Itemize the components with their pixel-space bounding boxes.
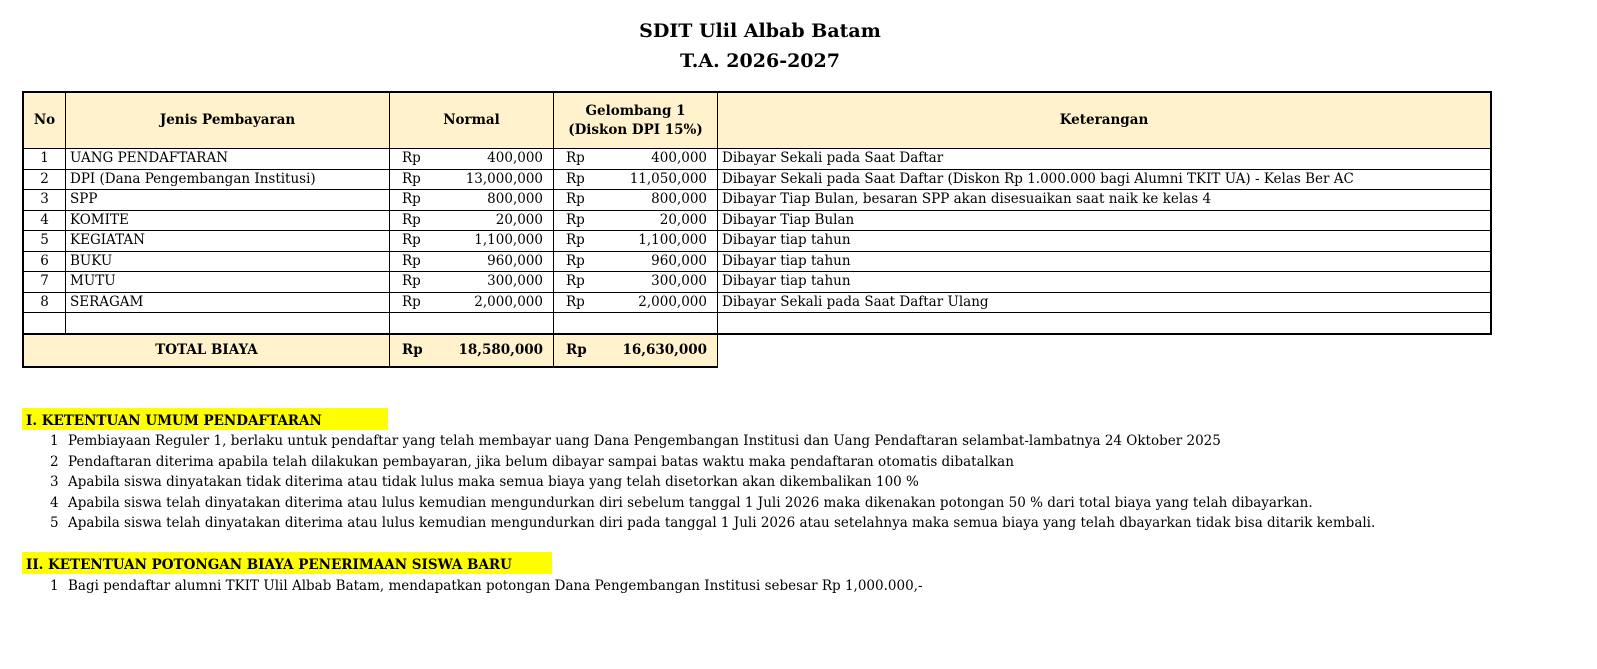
currency-label: Rp: [566, 252, 585, 269]
rule-text: Apabila siswa telah dinyatakan diterima atau lulus kemudian mengundurkan diri pada tanggal 1 Juli 2026 atau setelahnya maka semua biaya yang telah dbayarkan tidak bisa ditarik kembali.: [68, 515, 1376, 531]
row-jenis: KOMITE: [66, 210, 390, 231]
row-keterangan: Dibayar tiap tahun: [718, 231, 1492, 252]
total-row: [23, 334, 1491, 367]
row-gelombang: [554, 272, 718, 293]
fee-table-header: [23, 92, 1491, 149]
row-keterangan: Dibayar Tiap Bulan, besaran SPP akan disesuaikan saat naik ke kelas 4: [718, 190, 1492, 211]
fee-row: [23, 149, 1491, 170]
currency-label: Rp: [402, 293, 421, 310]
rule-item: [50, 576, 923, 597]
currency-label: Rp: [402, 341, 423, 358]
fee-row: [23, 251, 1491, 272]
row-normal: [390, 251, 554, 272]
row-no: 8: [23, 292, 66, 313]
school-title: SDIT Ulil Albab Batam: [639, 20, 881, 42]
row-keterangan: Dibayar tiap tahun: [718, 251, 1492, 272]
currency-label: Rp: [402, 232, 421, 249]
amount: 2,000,000: [638, 293, 707, 310]
row-gelombang: [554, 190, 718, 211]
row-normal: [390, 149, 554, 170]
currency-label: Rp: [402, 252, 421, 269]
rule-text: Bagi pendaftar alumni TKIT Ulil Albab Batam, mendapatkan potongan Dana Pengembangan Institusi sebesar Rp 1,000.000,-: [68, 578, 923, 594]
amount: 1,100,000: [638, 232, 707, 249]
currency-label: Rp: [402, 191, 421, 208]
currency-label: Rp: [566, 150, 585, 167]
section-general-rules-title: I. KETENTUAN UMUM PENDAFTARAN: [22, 408, 388, 430]
currency-label: Rp: [402, 211, 421, 228]
row-jenis: KEGIATAN: [66, 231, 390, 252]
empty-cell: [66, 313, 390, 334]
fee-row: [23, 169, 1491, 190]
row-normal: [390, 190, 554, 211]
rule-number: 2: [50, 453, 59, 470]
rule-text: Pendaftaran diterima apabila telah dilakukan pembayaran, jika belum dibayar sampai batas waktu maka pendaftaran otomatis dibatalkan: [68, 453, 1014, 470]
row-no: 5: [23, 231, 66, 252]
row-keterangan: Dibayar Tiap Bulan: [718, 210, 1492, 231]
row-jenis: SERAGAM: [66, 292, 390, 313]
amount: 400,000: [651, 150, 707, 167]
empty-row: [23, 313, 1491, 334]
rule-item: [50, 431, 1375, 452]
row-no: 1: [23, 149, 66, 170]
empty-cell: [554, 313, 718, 334]
row-normal: [390, 292, 554, 313]
amount: 300,000: [651, 273, 707, 290]
row-gelombang: [554, 292, 718, 313]
total-label: TOTAL BIAYA: [23, 334, 390, 367]
empty-cell: [718, 313, 1492, 334]
empty-cell: [23, 313, 66, 334]
fee-row: [23, 272, 1491, 293]
fee-table: [22, 91, 1492, 368]
currency-label: Rp: [402, 170, 421, 187]
row-jenis: DPI (Dana Pengembangan Institusi): [66, 169, 390, 190]
row-gelombang: [554, 169, 718, 190]
rule-number: 3: [50, 474, 59, 490]
row-keterangan: Dibayar Sekali pada Saat Daftar (Diskon Rp 1.000.000 bagi Alumni TKIT UA) - Kelas Ber AC: [718, 169, 1492, 190]
fee-row: [23, 231, 1491, 252]
row-normal: [390, 272, 554, 293]
amount: 20,000: [495, 211, 543, 228]
row-no: 4: [23, 210, 66, 231]
total-blank: [718, 334, 1492, 367]
amount: 20,000: [659, 211, 707, 228]
row-jenis: MUTU: [66, 272, 390, 293]
col-header-keterangan: Keterangan: [718, 92, 1492, 149]
amount: 11,050,000: [629, 170, 707, 187]
row-jenis: SPP: [66, 190, 390, 211]
rule-number: 5: [50, 515, 59, 531]
empty-cell: [390, 313, 554, 334]
rule-item: [50, 493, 1375, 514]
general-rules-list: [50, 431, 1375, 534]
amount: 1,100,000: [474, 232, 543, 249]
currency-label: Rp: [566, 273, 585, 290]
section-discount-rules-title: II. KETENTUAN POTONGAN BIAYA PENERIMAAN SISWA BARU: [22, 552, 552, 574]
currency-label: Rp: [402, 150, 421, 167]
rule-item: [50, 452, 1375, 473]
row-keterangan: Dibayar tiap tahun: [718, 272, 1492, 293]
currency-label: Rp: [566, 293, 585, 310]
rule-text: Apabila siswa dinyatakan tidak diterima atau tidak lulus maka semua biaya yang telah disetorkan akan dikembalikan 100 %: [68, 474, 919, 490]
amount: 16,630,000: [622, 341, 707, 358]
row-no: 2: [23, 169, 66, 190]
row-jenis: UANG PENDAFTARAN: [66, 149, 390, 170]
row-no: 7: [23, 272, 66, 293]
amount: 800,000: [651, 191, 707, 208]
amount: 800,000: [487, 191, 543, 208]
currency-label: Rp: [566, 170, 585, 187]
amount: 300,000: [487, 273, 543, 290]
fee-row: [23, 190, 1491, 211]
amount: 13,000,000: [465, 170, 543, 187]
amount: 2,000,000: [474, 293, 543, 310]
row-keterangan: Dibayar Sekali pada Saat Daftar: [718, 149, 1492, 170]
row-jenis: BUKU: [66, 251, 390, 272]
rule-item: [50, 513, 1375, 534]
amount: 18,580,000: [458, 341, 543, 358]
row-normal: [390, 169, 554, 190]
row-gelombang: [554, 149, 718, 170]
row-gelombang: [554, 231, 718, 252]
row-no: 6: [23, 251, 66, 272]
col-header-jenis: Jenis Pembayaran: [66, 92, 390, 149]
row-keterangan: Dibayar Sekali pada Saat Daftar Ulang: [718, 292, 1492, 313]
col-header-normal: Normal: [390, 92, 554, 149]
row-normal: [390, 210, 554, 231]
rule-item: [50, 472, 1375, 493]
rule-text: Pembiayaan Reguler 1, berlaku untuk pendaftar yang telah membayar uang Dana Pengembangan Institusi dan Uang Pendaftaran selambat-lambatnya 24 Oktober 2025: [68, 433, 1221, 449]
col-header-gelombang: Gelombang 1 (Diskon DPI 15%): [554, 92, 718, 149]
rule-text: Apabila siswa telah dinyatakan diterima atau lulus kemudian mengundurkan diri sebelum tanggal 1 Juli 2026 maka dikenakan potongan 50 % dari total biaya yang telah dibayarkan.: [68, 494, 1313, 511]
academic-year-title: T.A. 2026-2027: [680, 50, 840, 72]
fee-row: [23, 292, 1491, 313]
currency-label: Rp: [566, 341, 587, 358]
row-gelombang: [554, 210, 718, 231]
fee-table-body: [23, 149, 1491, 367]
row-no: 3: [23, 190, 66, 211]
discount-rules-list: [50, 576, 923, 597]
col-header-no: No: [23, 92, 66, 149]
rule-number: 4: [50, 494, 59, 511]
currency-label: Rp: [566, 211, 585, 228]
amount: 960,000: [651, 252, 707, 269]
total-gelombang: [554, 334, 718, 367]
row-normal: [390, 231, 554, 252]
currency-label: Rp: [566, 191, 585, 208]
fee-row: [23, 210, 1491, 231]
amount: 400,000: [487, 150, 543, 167]
currency-label: Rp: [566, 232, 585, 249]
rule-number: 1: [50, 433, 59, 449]
amount: 960,000: [487, 252, 543, 269]
rule-number: 1: [50, 578, 59, 594]
total-normal: [390, 334, 554, 367]
row-gelombang: [554, 251, 718, 272]
currency-label: Rp: [402, 273, 421, 290]
